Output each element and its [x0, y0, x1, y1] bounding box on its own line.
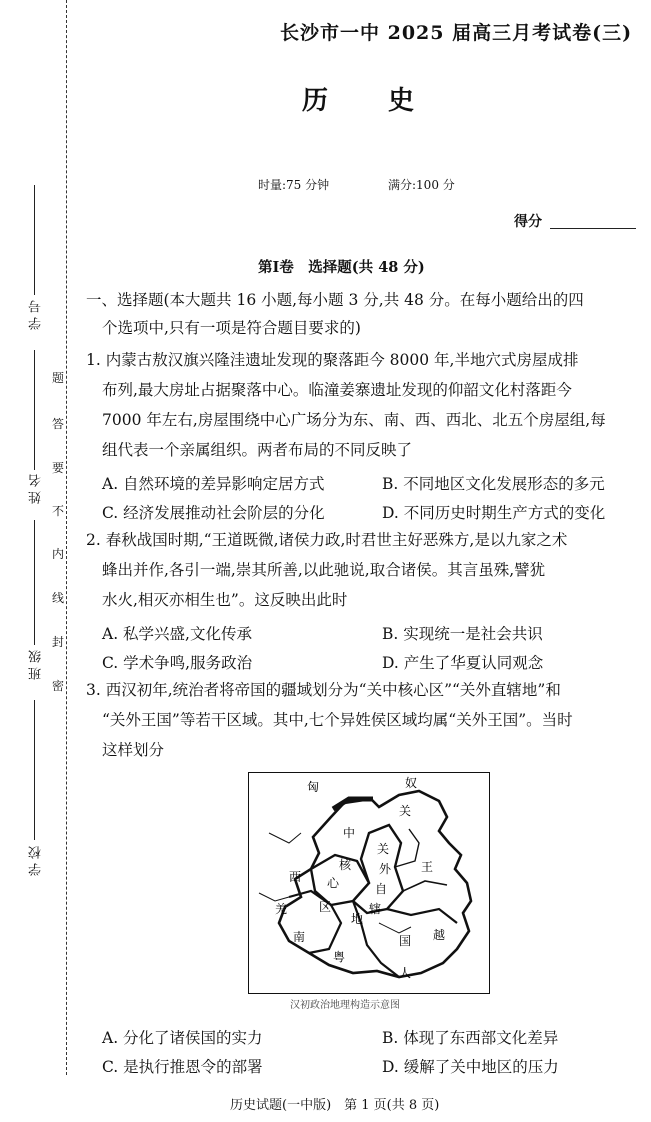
map-label: 地 [351, 912, 364, 926]
q1-option-b[interactable]: B. 不同地区文化发展形态的多元 [382, 475, 605, 493]
name-line [34, 350, 35, 470]
question-2-line: 蜂出并作,各引一端,崇其所善,以此驰说,取合诸侯。其言虽殊,譬犹 [102, 561, 546, 579]
class-label: 班 级 [29, 650, 44, 681]
question-1-line: 组代表一个亲属组织。两者布局的不同反映了 [102, 441, 413, 459]
map-label: 关 [377, 842, 390, 856]
q3-option-b[interactable]: B. 体现了东西部文化差异 [382, 1029, 559, 1047]
binding-strip [0, 0, 70, 1080]
q2-option-c[interactable]: C. 学术争鸣,服务政治 [102, 654, 253, 672]
map-label: 南 [293, 930, 306, 944]
seal-char: 线 [52, 591, 65, 605]
map-label: 中 [343, 826, 356, 840]
map-label: 匈 [307, 780, 320, 794]
great-wall [333, 799, 373, 809]
map-label: 关 [399, 804, 412, 818]
map-label: 区 [319, 900, 332, 914]
student-id-label: 学 号 [29, 300, 44, 331]
question-1-line: 布列,最大房址占据聚落中心。临潼姜寨遗址发现的仰韶文化村落距今 [102, 381, 572, 399]
question-2-line: 2. 春秋战国时期,“王道既微,诸侯力政,时君世主好恶殊方,是以九家之术 [86, 531, 568, 549]
river [259, 893, 289, 901]
question-3-line: 3. 西汉初年,统治者将帝国的疆域划分为“关中核心区”“关外直辖地”和 [86, 681, 561, 699]
seal-char: 不 [52, 504, 65, 518]
school-label: 学 校 [29, 846, 44, 877]
q2-option-d[interactable]: D. 产生了华夏认同观念 [382, 654, 544, 672]
full-score: 满分:100 分 [388, 178, 455, 192]
q3-option-d[interactable]: D. 缓解了关中地区的压力 [382, 1058, 559, 1076]
seal-char: 封 [52, 635, 65, 649]
map-label: 羌 [275, 902, 288, 916]
seal-char: 要 [52, 461, 65, 475]
map-label: 王 [421, 860, 434, 874]
subject-title: 历史 [302, 86, 475, 116]
page-footer: 历史试题(一中版) 第 1 页(共 8 页) [230, 1098, 440, 1113]
seal-char: 答 [52, 417, 65, 431]
seal-char: 密 [52, 679, 65, 693]
map-label: 粤 [333, 950, 346, 964]
map-label: 奴 [405, 776, 418, 790]
east-border [387, 909, 457, 923]
q2-option-a[interactable]: A. 私学兴盛,文化传承 [102, 625, 252, 643]
exam-title: 长沙市一中 2025 届高三月考试卷(三) [280, 22, 633, 44]
q1-option-c[interactable]: C. 经济发展推动社会阶层的分化 [102, 504, 325, 522]
question-3-line: 这样划分 [102, 741, 165, 759]
question-1-line: 1. 内蒙古敖汉旗兴隆洼遗址发现的聚落距今 8000 年,半地穴式房屋成排 [86, 351, 579, 369]
inner-border [403, 881, 447, 891]
q3-option-a[interactable]: A. 分化了诸侯国的实力 [102, 1029, 263, 1047]
map-caption: 汉初政治地理构造示意图 [290, 1000, 400, 1011]
instructions-line-1: 一、选择题(本大题共 16 小题,每小题 3 分,共 48 分。在每小题给出的四 [86, 291, 584, 309]
q3-option-c[interactable]: C. 是执行推恩令的部署 [102, 1058, 263, 1076]
q1-option-d[interactable]: D. 不同历史时期生产方式的变化 [382, 504, 606, 522]
map-label: 自 [375, 882, 388, 896]
map-label: 辖 [369, 902, 382, 916]
map-label: 心 [327, 876, 340, 890]
map-label: 人 [399, 966, 412, 980]
map-label: 西 [289, 870, 302, 884]
q1-option-a[interactable]: A. 自然环境的差异影响定居方式 [102, 475, 325, 493]
question-3-line: “关外王国”等若干区域。其中,七个异姓侯区域均属“关外王国”。当时 [102, 711, 573, 729]
time-limit: 时量:75 分钟 [258, 178, 330, 192]
map-label: 越 [433, 928, 446, 942]
school-line [34, 700, 35, 840]
map-label: 外 [379, 862, 392, 876]
name-label: 姓 名 [29, 474, 44, 505]
class-line [34, 520, 35, 645]
score-label: 得分 [514, 214, 542, 230]
student-id-line [34, 185, 35, 295]
question-1-line: 7000 年左右,房屋围绕中心广场分为东、南、西、西北、北五个房屋组,每 [102, 411, 606, 429]
question-2-line: 水火,相灭亦相生也”。这反映出此时 [102, 591, 348, 609]
instructions-line-2: 个选项中,只有一项是符合题目要求的) [102, 319, 361, 337]
river [269, 833, 301, 843]
river [379, 923, 411, 933]
score-blank[interactable] [550, 228, 636, 229]
han-political-map [248, 772, 490, 994]
section-title: 第Ⅰ卷 选择题(共 48 分) [258, 259, 425, 276]
map-label: 国 [399, 934, 412, 948]
seal-char: 题 [52, 371, 65, 385]
seal-char: 内 [52, 547, 65, 561]
map-label: 核 [339, 858, 352, 872]
cut-line [66, 0, 67, 1075]
q2-option-b[interactable]: B. 实现统一是社会共识 [382, 625, 543, 643]
map-drawing [249, 773, 489, 993]
